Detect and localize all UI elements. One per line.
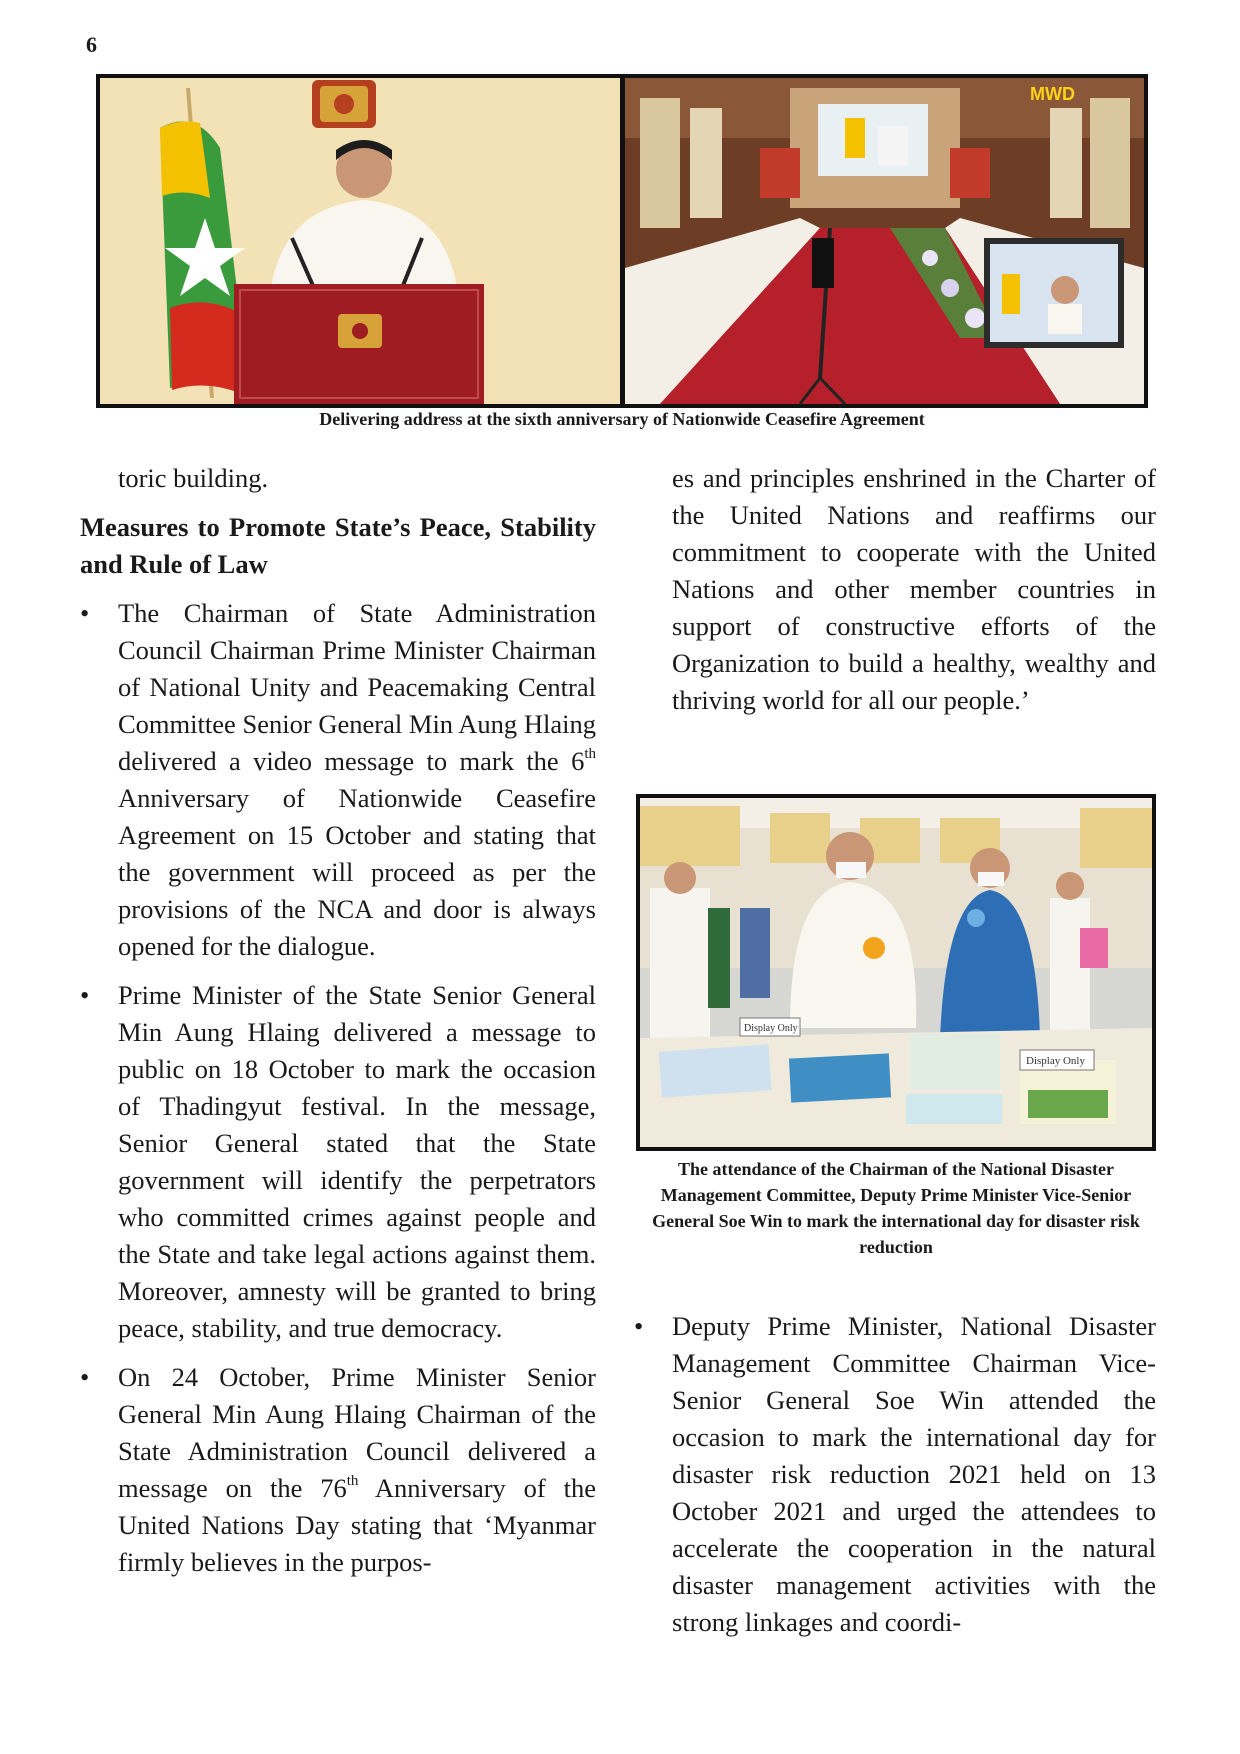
disaster-day-photo (636, 794, 1156, 1151)
bullet-icon: • (634, 1311, 644, 1341)
bullet-item (634, 1308, 1156, 1641)
mwd-logo-icon: MWD (1030, 84, 1075, 104)
bullet-text-2: Prime Minister of the State Senior General Min Aung Hlaing delivered a message to public on 18 October to mark the occasion of Thadingyut festival. In the message, Senior General stated that the State government will identify the perpetrators who committed crimes against people and the State and take legal actions against them. Moreover, amnesty will be granted to bring peace, stability, and true democracy. (118, 980, 596, 1343)
podium-emblem-icon (338, 314, 382, 348)
display-only-label: Display Only (1026, 1055, 1085, 1067)
right-column-text (672, 460, 1156, 719)
display-only-label: Display Only (744, 1023, 798, 1034)
right-photo-caption: The attendance of the Chairman of the National Disaster Management Committee, Deputy Prime Minister Vice-Senior General Soe Win to mark the international day for disaster risk reduction (652, 1159, 1140, 1257)
state-emblem-icon (312, 80, 376, 128)
bullet-icon: • (80, 980, 90, 1010)
section-heading: Measures to Promote State’s Peace, Stability and Rule of Law (80, 512, 596, 579)
bullet-icon: • (80, 1362, 90, 1392)
bullet-item (80, 595, 596, 965)
bullet-item (80, 1359, 596, 1581)
bullet-text-3: On 24 October, Prime Minister Senior General Min Aung Hlaing Chairman of the State Administration Council delivered a message on the 76th Anniversary of the United Nations Day stating that ‘Myanmar firmly believes in the purpos- (118, 1362, 596, 1577)
left-column (80, 460, 596, 1581)
bullet-text-right: Deputy Prime Minister, National Disaster Management Committee Chairman Vice-Senior General Soe Win attended the occasion to mark the international day for disaster risk reduction 2021 held on 13 October 2021 and urged the attendees to accelerate the cooperation in the natural disaster management activities with the strong linkages and coordi- (672, 1311, 1156, 1637)
ceasefire-address-photo (96, 74, 1148, 408)
bullet-text-1: The Chairman of State Administration Council Chairman Prime Minister Chairman of National Unity and Peacemaking Central Committee Senior General Min Aung Hlaing delivered a video message to mark the 6th Anniversary of Nationwide Ceasefire Agreement on 15 October and stating that the government will proceed as per the provisions of the NCA and door is always opened for the dialogue. (118, 598, 596, 961)
right-column-bullet (634, 1308, 1156, 1641)
continued-text-left: toric building. (118, 463, 269, 493)
bullet-item (80, 977, 596, 1347)
continued-text-right: es and principles enshrined in the Charter of the United Nations and reaffirms our commitment to cooperate with the United Nations and other member countries in support of constructive efforts of the Organization to build a healthy, wealthy and thriving world for all our people.’ (672, 463, 1156, 715)
page-number: 6 (86, 32, 97, 57)
top-photo-caption: Delivering address at the sixth anniversary of Nationwide Ceasefire Agreement (319, 409, 925, 429)
bullet-icon: • (80, 598, 90, 628)
